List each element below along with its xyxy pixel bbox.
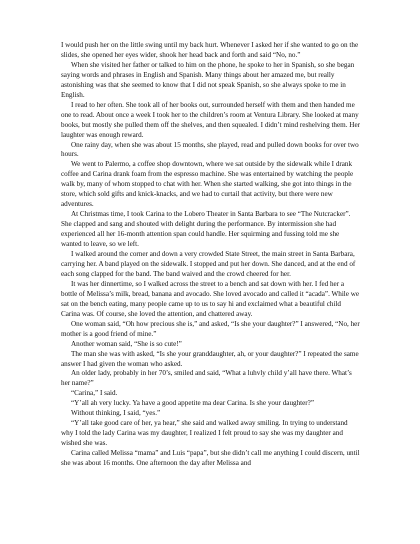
paragraph: “Carina,” I said. xyxy=(71,389,118,398)
body-text xyxy=(61,41,360,469)
paragraph: Without thinking, I said, “yes.” xyxy=(71,409,161,418)
paragraph: An older lady, probably in her 70’s, smiled and said, “What a luhvly child y’all have there. What’s her name?” xyxy=(61,369,352,388)
paragraph: One woman said, “Oh how precious she is,” and asked, “Is she your daughter?” I answered, “No, her mother is a good friend of mine.” xyxy=(61,319,360,338)
paragraph: The man she was with asked, “Is she your granddaughter, ah, or your daughter?” I repeated the same answer I had given the woman who asked. xyxy=(61,349,359,368)
paragraph: Another woman said, “She is so cute!” xyxy=(71,339,182,348)
paragraph: At Christmas time, I took Carina to the Lobero Theater in Santa Barbara to see “The Nutcracker”. She clapped and sang and shouted with delight during the performance. By intermission she had experienced all her 16-month attention span could handle. Her squirming and fussing told me she wanted to leave, so we left. xyxy=(61,210,351,249)
paragraph: “Y’all take good care of her, ya hear,” she said and walked away smiling. In trying to understand why I told the lady Carina was my daughter, I realized I felt proud to say she was my daughter and wished she was. xyxy=(61,419,348,448)
paragraph: I read to her often. She took all of her books out, surrounded herself with them and then handed me one to read. About once a week I took her to the children’s room at Ventura Library. She looked at many books, but mostly she pulled them off the shelves, and then squealed. I didn’t mind reshelving them. Her laughter was enough reward. xyxy=(61,100,360,139)
paragraph: We went to Palermo, a coffee shop downtown, where we sat outside by the sidewalk while I drank coffee and Carina drank foam from the espresso machine. She was entertained by watching the people walk by, many of whom stopped to chat with her. When she started walking, she got into things in the store, which sold gifts and knick-knacks, and we had to curtail that activity, but there were new adventures. xyxy=(61,160,354,209)
paragraph: When she visited her father or talked to him on the phone, he spoke to her in Spanish, so she began saying words and phrases in English and Spanish. Many things about her amazed me, but really astonishing was that she seemed to know that I did not speak Spanish, so she always spoke to me in English. xyxy=(61,60,355,99)
paragraph: I walked around the corner and down a very crowded State Street, the main street in Santa Barbara, carrying her. A band played on the sidewalk. I stopped and put her down. She danced, and at the end of each song clapped for the band. The band waived and the crowd cheered for her. xyxy=(61,250,356,278)
paragraph: Carina called Melissa “mama” and Luis “papa”, but she didn’t call me anything I could discern, until she was about 16 months. One afternoon the day after Melissa and xyxy=(61,449,360,468)
paragraph: “Y’all ah very lucky. Ya have a good appetite ma dear Carina. Is she your daughter?” xyxy=(71,399,315,408)
paragraph: One rainy day, when she was about 15 months, she played, read and pulled down books for over two hours. xyxy=(61,140,359,159)
paragraph: I would push her on the little swing until my back hurt. Whenever I asked her if she wanted to go on the slides, she opened her eyes wider, shook her head back and forth and said “No, no.” xyxy=(61,41,359,59)
paragraph: It was her dinnertime, so I walked across the street to a bench and sat down with her. I fed her a bottle of Melissa’s milk, bread, banana and avocado. She loved avocado and called it “acada”. While we sat on the bench eating, many people came up to us to say hi and exclaimed what a beautiful child Carina was. Of course, she loved the attention, and chattered away. xyxy=(61,279,360,318)
